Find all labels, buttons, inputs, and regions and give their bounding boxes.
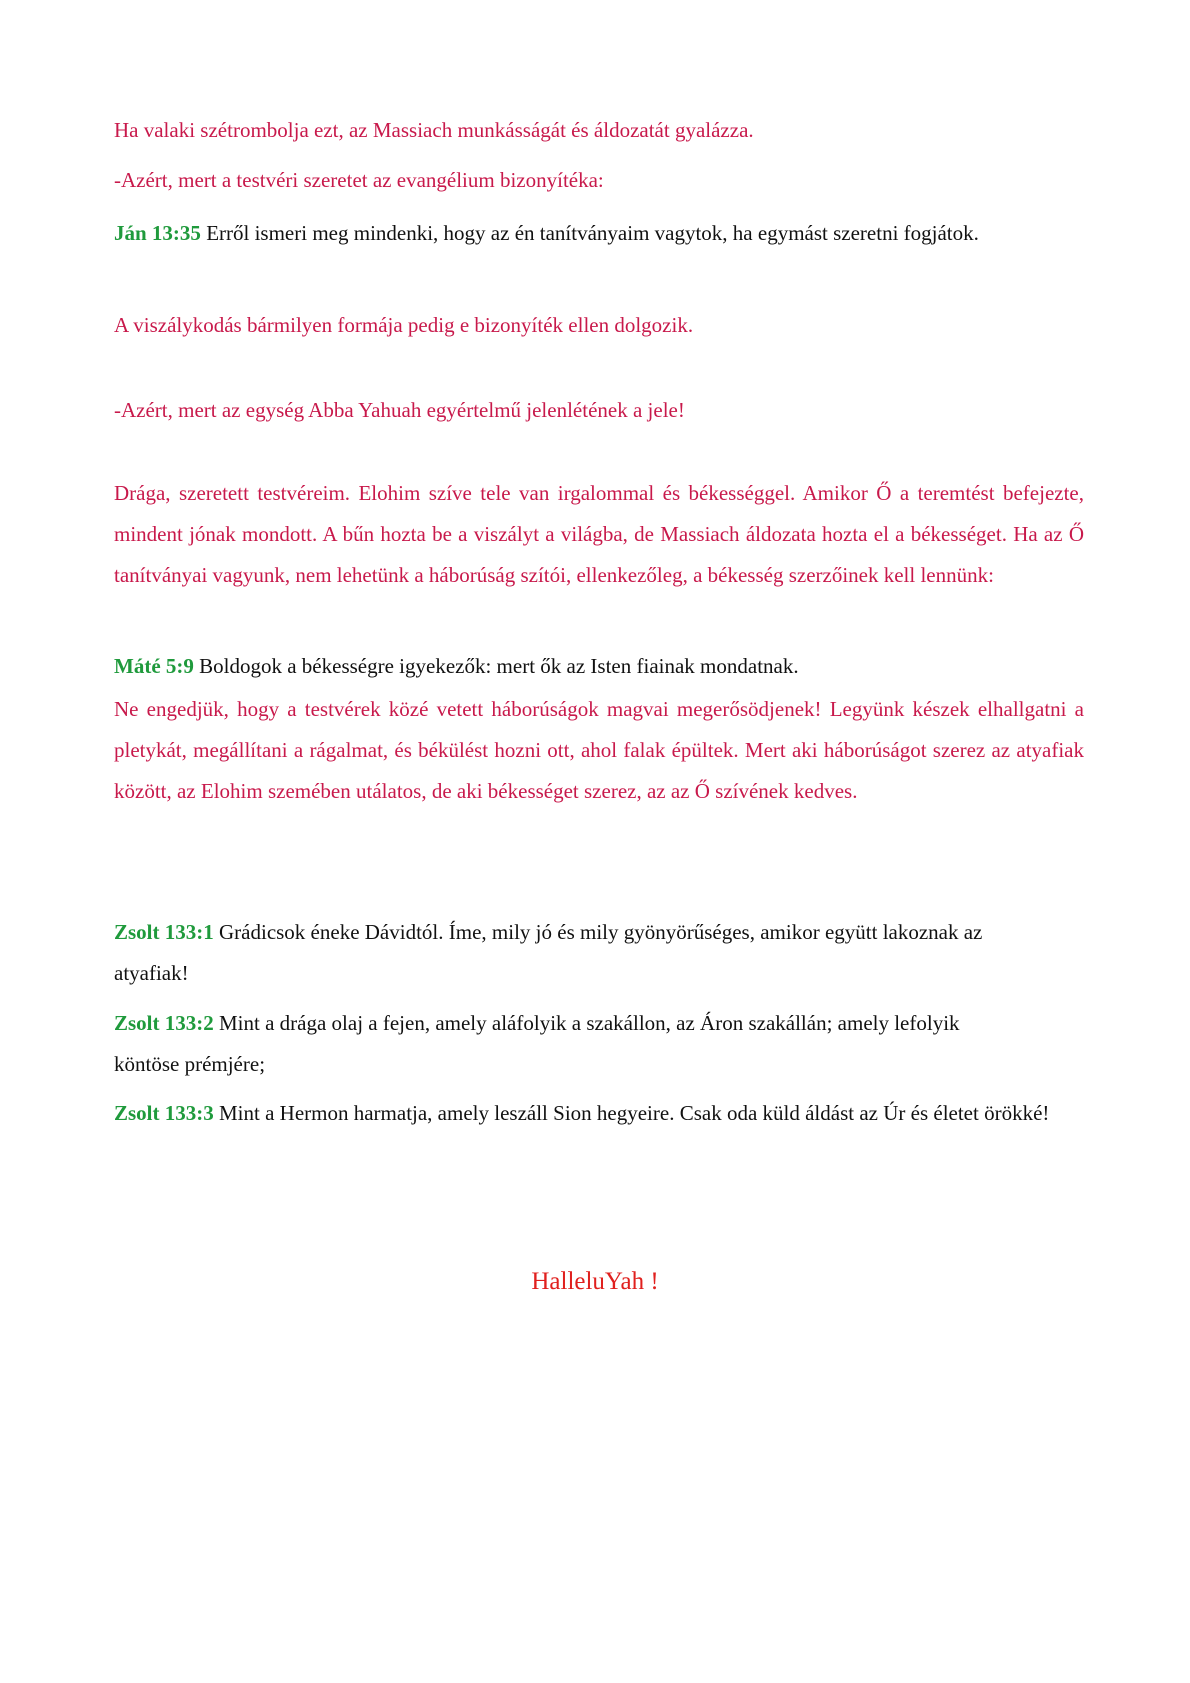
verse-reference: Máté 5:9 <box>114 654 194 678</box>
paragraph-text: Drága, szeretett testvéreim. Elohim szíve tele van irgalommal és békességgel. Amikor Ő a teremtést befejezte, mindent jónak mondott. A bűn hozta be a viszályt a világba, de Massiach áldozata hozta el a békességet. Ha az Ő tanítványai vagyunk, nem lehetünk a háborúság szítói, ellenkezőleg, a békesség szerzőinek kell lennünk: <box>114 481 1084 587</box>
paragraph-text: Ha valaki szétrombolja ezt, az Massiach munkásságát és áldozatát gyalázza. <box>114 118 754 142</box>
verse-reference: Zsolt 133:1 <box>114 920 214 944</box>
verse-reference: Zsolt 133:3 <box>114 1101 214 1125</box>
verse-reference: Ján 13:35 <box>114 221 201 245</box>
paragraph-exhortation <box>114 473 1084 596</box>
paragraph-text: -Azért, mert a testvéri szeretet az evangélium bizonyítéka: <box>114 168 604 192</box>
verse-jan-13-35 <box>114 213 1044 254</box>
verse-zsolt-133-3 <box>114 1093 1074 1134</box>
paragraph-text: Ne engedjük, hogy a testvérek közé vetett háborúságok magvai megerősödjenek! Legyünk készek elhallgatni a pletykát, megállítani a rágalmat, és békülést hozni ott, ahol falak épültek. Mert aki háborúságot szerez az atyafiak között, az Elohim szemében utálatos, de aki békességet szerez, az az Ő szívének kedves. <box>114 697 1084 803</box>
paragraph-reason-love <box>114 160 1084 201</box>
paragraph-text: A viszálykodás bármilyen formája pedig e bizonyíték ellen dolgozik. <box>114 313 694 337</box>
verse-text: Mint a Hermon harmatja, amely leszáll Sion hegyeire. Csak oda küld áldást az Úr és életet örökké! <box>213 1101 1050 1125</box>
closing-halleluyah: HalleluYah ! <box>531 1268 659 1295</box>
paragraph-call-to-peace <box>114 689 1084 812</box>
verse-zsolt-133-1 <box>114 912 1014 994</box>
verse-text: Boldogok a békességre igyekezők: mert ők az Isten fiainak mondatnak. <box>193 654 799 678</box>
paragraph-intro <box>114 110 1084 151</box>
paragraph-strife <box>114 305 1084 346</box>
verse-reference: Zsolt 133:2 <box>114 1011 214 1035</box>
paragraph-text: -Azért, mert az egység Abba Yahuah egyértelmű jelenlétének a jele! <box>114 398 685 422</box>
verse-text: Mint a drága olaj a fejen, amely aláfolyik a szakállon, az Áron szakállán; amely lefolyik köntöse prémjére; <box>114 1011 960 1076</box>
verse-text: Grádicsok éneke Dávidtól. Íme, mily jó és mily gyönyörűséges, amikor együtt lakoznak az atyafiak! <box>114 920 983 985</box>
verse-zsolt-133-2 <box>114 1003 1024 1085</box>
verse-text: Erről ismeri meg mindenki, hogy az én tanítványaim vagytok, ha egymást szeretni fogjátok. <box>200 221 979 245</box>
paragraph-reason-unity <box>114 390 1084 431</box>
verse-mate-5-9 <box>114 646 1084 687</box>
